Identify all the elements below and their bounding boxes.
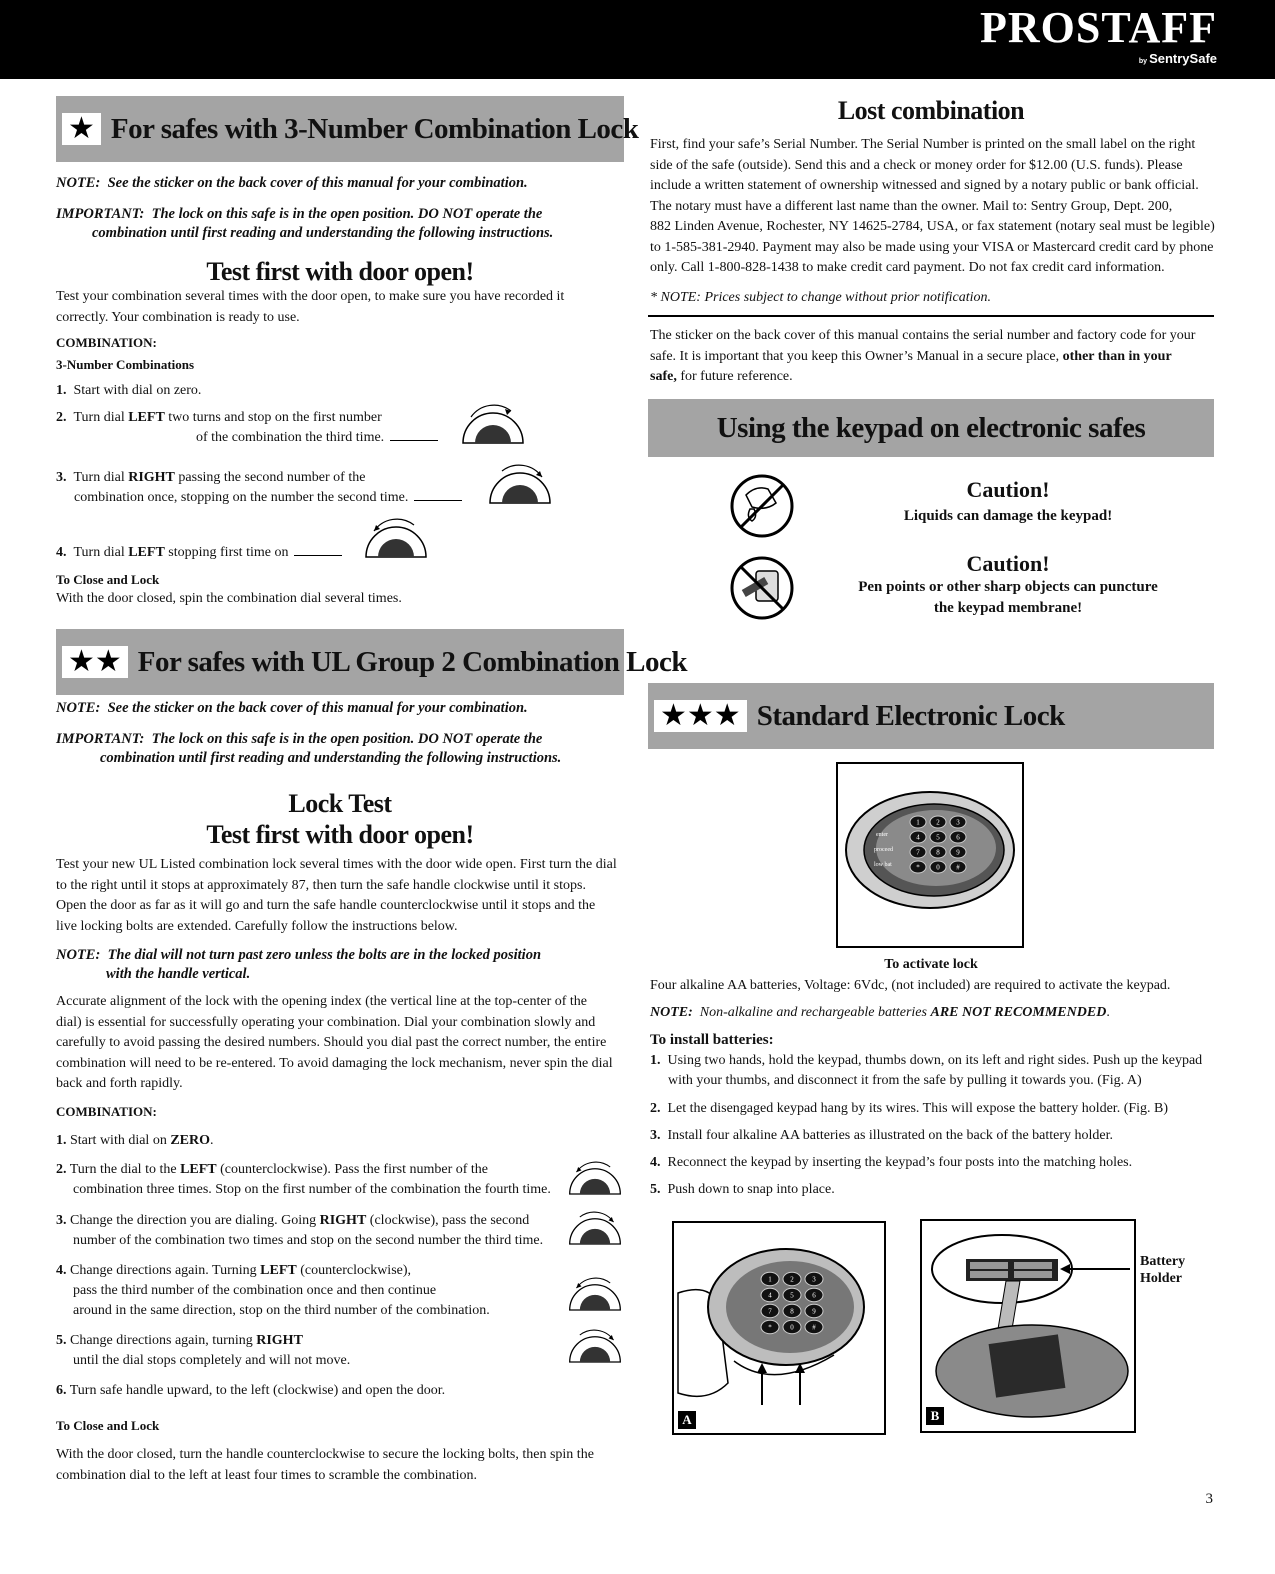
logo-by: by <box>1138 58 1148 65</box>
figure-label: B <box>926 1407 944 1425</box>
double-star-icon: ★★ <box>62 646 128 678</box>
test-text: Test your combination several times with the door open, to make sure you have recorded it correctly. Your combination is ready to use. <box>56 289 565 325</box>
keypad-side-label: proceed <box>874 847 893 853</box>
dial-left-icon <box>364 517 428 559</box>
price-note: * NOTE: Prices subject to change without prior notification. <box>650 290 992 305</box>
caution-heading: Caution! <box>966 551 1050 576</box>
logo-sentrysafe: SentrySafe <box>1149 51 1217 66</box>
dial-right-icon <box>488 463 552 505</box>
step-3: 3. Turn dial RIGHT passing the second number of the combination once, stopping on the number the second time. <box>56 468 496 508</box>
dial-left-icon <box>461 403 525 445</box>
keypad-key-label: 4 <box>916 833 920 842</box>
section-title: Standard Electronic Lock <box>756 699 1065 732</box>
lost-combination-text: First, find your safe’s Serial Number. The Serial Number is printed on the small label on the right side of the safe (outside). Send this and a check or money order for $12.00 (U.S. funds). Please include a written statement of ownership witnessed and signed by a notary public or bank official. The notary must have a different last name than the owner. Mail to: Sentry Group, Dept. 200, 882 Linden Avenue, Rochester, NY 14625-2784, USA, or fax statement (notary seal must be legible) to 1-585-381-2940. Payment may also be made using your VISA or Mastercard credit card by phone only. Call 1-800-828-1438 to make credit card payment. Do not fax credit card information. <box>650 137 1215 275</box>
keypad-header <box>648 399 1214 457</box>
caution-text: Pen points or other sharp objects can puncture the keypad membrane! <box>858 579 1158 616</box>
keypad-key-label: 8 <box>790 1307 794 1316</box>
activate-lock-text: Four alkaline AA batteries, Voltage: 6Vdc, (not included) are required to activate the keypad. <box>650 978 1171 993</box>
keypad-key-label: 2 <box>790 1275 794 1284</box>
close-lock-label: To Close and Lock <box>56 572 160 587</box>
keypad-key-label: 6 <box>956 833 960 842</box>
battery-step-1: 1. Using two hands, hold the keypad, thumbs down, on its left and right sides. Push up the keypad with your thumbs, and disconnect it from the safe by pulling it towards you. (Fig. A) <box>650 1053 1203 1088</box>
keypad-key-label: * <box>768 1323 772 1332</box>
caution-text: Liquids can damage the keypad! <box>903 508 1113 524</box>
dial-right-icon <box>568 1327 622 1365</box>
blank-line <box>390 440 438 441</box>
keypad-key-label: * <box>916 863 920 872</box>
test-heading: Test first with door open! <box>206 820 474 849</box>
section-title: Using the keypad on electronic safes <box>716 411 1146 444</box>
alignment-paragraph: Accurate alignment of the lock with the opening index (the vertical line at the top-center of the dial) is essential for successfully operating your combination. Dial your combination slowly and carefully to avoid passing the desired numbers. Should you dial past the correct number, the entire combination will need to be re-entered. To avoid damaging the lock mechanism, never spin the dial back and forth rapidly. <box>56 994 613 1091</box>
close-lock-text: With the door closed, turn the handle counterclockwise to secure the locking bolts, then spin the combination dial to the left at least four times to scramble the combination. <box>56 1447 594 1483</box>
keypad-key-label: 8 <box>936 848 940 857</box>
step-1: 1. Start with dial on zero. <box>56 383 202 398</box>
keypad-key-label: 3 <box>812 1275 816 1284</box>
ul-step-6: 6. Turn safe handle upward, to the left (clockwise) and open the door. <box>56 1383 446 1398</box>
close-lock-text: With the door closed, spin the combination dial several times. <box>56 591 402 606</box>
keypad-key-label: 6 <box>812 1291 816 1300</box>
electronic-lock-header <box>648 683 1214 749</box>
battery-step-2: 2. Let the disengaged keypad hang by its wires. This will expose the battery holder. (Fig. B) <box>650 1101 1169 1116</box>
ul-step-4: 4. Change directions again. Turning LEFT (counterclockwise), pass the third number of the combination once and then continue around in the same direction, stop on the third number of the combination. <box>56 1263 490 1318</box>
combination-label: COMBINATION: <box>56 1104 157 1119</box>
batteries-note: NOTE: Non-alkaline and rechargeable batteries ARE NOT RECOMMENDED. <box>650 1005 1110 1020</box>
lock-test-paragraph: Test your new UL Listed combination lock several times with the door wide open. First turn the dial to the right until it stops at approximately 87, then turn the safe handle clockwise until it stops. Open the door as far as it will go and turn the safe handle counterclockwise until it stops and the live locking bolts are extended. Carefully follow the instructions below. <box>56 857 617 934</box>
keypad-key-label: 1 <box>768 1275 772 1284</box>
note-line: NOTE: See the sticker on the back cover of this manual for your combination. <box>56 175 528 191</box>
keypad-side-label: low bat <box>874 862 892 868</box>
keypad-key-label: 7 <box>916 848 920 857</box>
bolt-note: NOTE: The dial will not turn past zero unless the bolts are in the locked position with the handle vertical. <box>56 947 542 982</box>
battery-step-3: 3. Install four alkaline AA batteries as illustrated on the back of the battery holder. <box>650 1128 1114 1143</box>
prostaff-logo <box>937 4 1217 66</box>
battery-holder-label: Battery Holder <box>1140 1254 1186 1286</box>
ul-step-3: 3. Change the direction you are dialing. Going RIGHT (clockwise), pass the second number of the combination two times and stop on the second number the third time. <box>56 1213 544 1248</box>
keypad-key-label: 7 <box>768 1307 772 1316</box>
dial-left-icon <box>568 1275 622 1313</box>
star-icon: ★ <box>62 113 101 145</box>
no-sharp-objects-icon <box>728 555 796 621</box>
test-heading: Test first with door open! <box>206 257 474 286</box>
keypad-key-label: 5 <box>790 1291 794 1300</box>
lock-test-heading: Lock Test <box>288 789 392 818</box>
keypad-key-label: # <box>812 1323 816 1332</box>
combination-label: COMBINATION: <box>56 335 157 350</box>
step-4: 4. Turn dial LEFT stopping first time on <box>56 543 342 563</box>
sticker-text: The sticker on the back cover of this manual contains the serial number and factory code for your safe. It is important that you keep this Owner’s Manual in a secure place, other than in your safe, for future reference. <box>650 328 1196 384</box>
header-bar <box>0 0 1275 79</box>
important-note: IMPORTANT: The lock on this safe is in the open position. DO NOT operate the combination until first reading and understanding the following instructions. <box>56 206 554 241</box>
section-title: For safes with UL Group 2 Combination Lock <box>137 645 687 678</box>
lost-combination-heading: Lost combination <box>837 96 1025 125</box>
ul-step-1: 1. Start with dial on ZERO. <box>56 1133 214 1148</box>
logo-wordmark: PROSTAFF <box>980 3 1217 52</box>
step-2: 2. Turn dial LEFT two turns and stop on the first number of the combination the third time. <box>56 408 476 448</box>
page-number: 3 <box>1205 1491 1213 1507</box>
important-note: IMPORTANT: The lock on this safe is in the open position. DO NOT operate the combination until first reading and understanding the following instructions. <box>56 731 562 766</box>
no-liquids-icon <box>728 473 796 539</box>
keypad-key-label: 0 <box>936 863 940 872</box>
keypad-key-label: 9 <box>956 848 960 857</box>
activate-lock-label: To activate lock <box>884 957 978 972</box>
figure-label: A <box>678 1411 696 1429</box>
keypad-key-label: 9 <box>812 1307 816 1316</box>
blank-line <box>294 555 342 556</box>
caution-heading: Caution! <box>966 477 1050 502</box>
keypad-key-label: 4 <box>768 1291 772 1300</box>
keypad-key-label: 2 <box>936 818 940 827</box>
figure-b <box>920 1219 1136 1433</box>
combination-sub: 3-Number Combinations <box>56 357 195 372</box>
battery-step-5: 5. Push down to snap into place. <box>650 1182 835 1197</box>
keypad-key-label: 5 <box>936 833 940 842</box>
keypad-image <box>836 762 1024 948</box>
triple-star-icon: ★★★ <box>654 700 747 732</box>
keypad-key-label: 1 <box>916 818 920 827</box>
ul-step-5: 5. Change directions again, turning RIGHT until the dial stops completely and will not move. <box>56 1333 351 1368</box>
keypad-key-label: # <box>956 863 960 872</box>
section-3-number-header <box>56 96 639 162</box>
close-lock-label: To Close and Lock <box>56 1418 160 1433</box>
keypad-key-label: 3 <box>956 818 960 827</box>
blank-line <box>414 500 462 501</box>
section-title: For safes with 3-Number Combination Lock <box>110 112 639 145</box>
keypad-key-label: 0 <box>790 1323 794 1332</box>
ul-step-2: 2. Turn the dial to the LEFT (counterclockwise). Pass the first number of the combination three times. Stop on the first number of the combination the fourth time. <box>56 1162 551 1197</box>
divider <box>648 315 1214 317</box>
dial-right-icon <box>568 1209 622 1247</box>
figure-a <box>672 1221 886 1435</box>
battery-step-4: 4. Reconnect the keypad by inserting the keypad’s four posts into the matching holes. <box>650 1155 1133 1170</box>
keypad-side-label: enter <box>876 832 888 838</box>
dial-left-icon <box>568 1159 622 1197</box>
section-ul-group2-header <box>56 629 687 695</box>
install-batteries-label: To install batteries: <box>650 1032 774 1048</box>
note-line: NOTE: See the sticker on the back cover of this manual for your combination. <box>56 700 528 716</box>
